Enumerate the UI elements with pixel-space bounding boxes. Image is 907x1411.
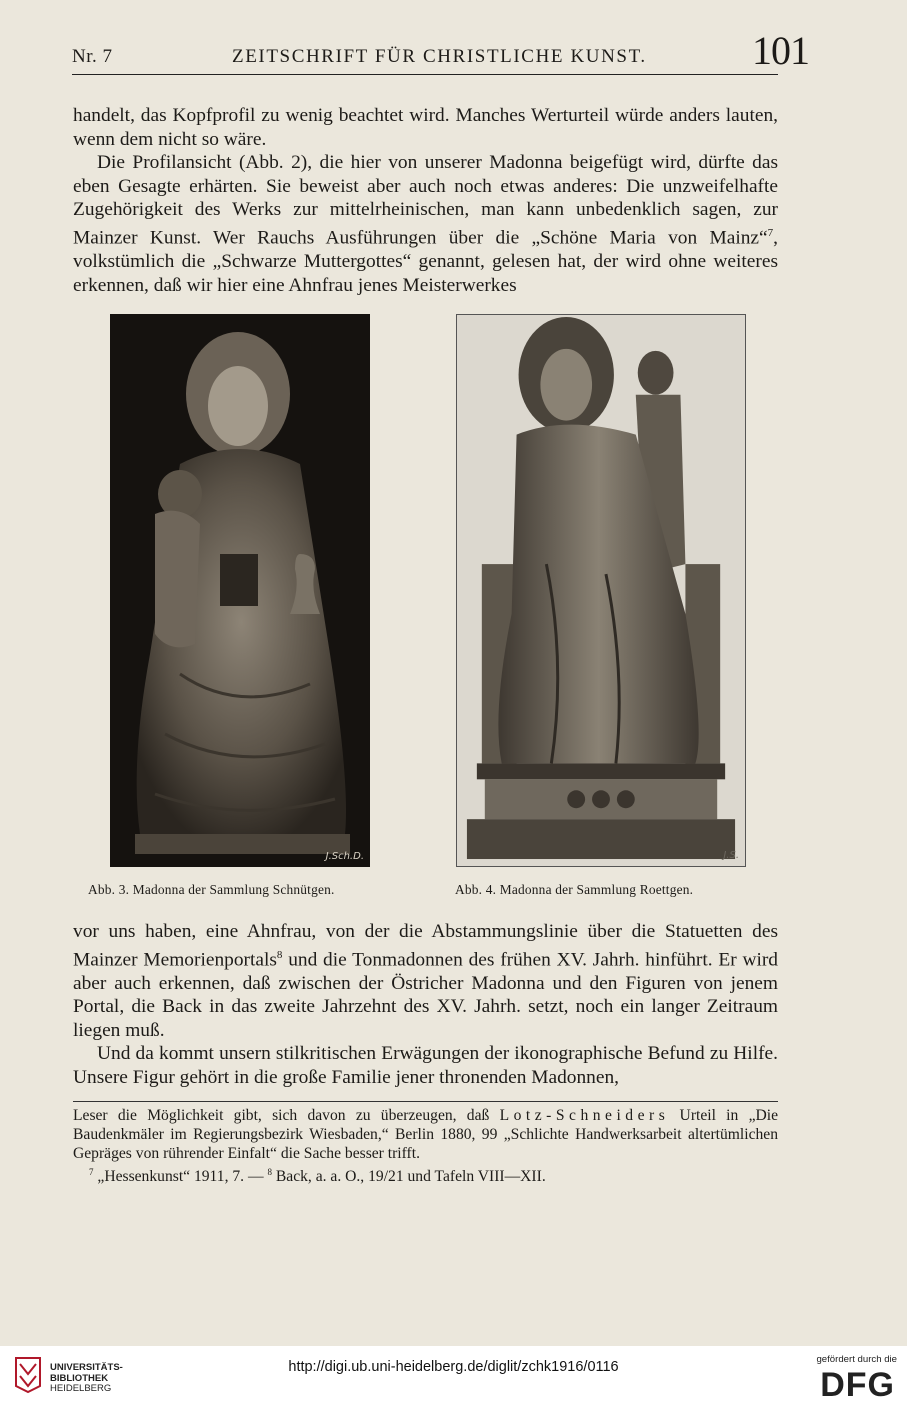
footnote-continuation: [73, 1106, 778, 1163]
journal-title: ZEITSCHRIFT FÜR CHRISTLICHE KUNST.: [232, 46, 647, 67]
footnote-mark: 7: [89, 1167, 94, 1177]
photographer-signature: J.Sch.D.: [325, 851, 364, 862]
footnotes: [73, 1106, 778, 1186]
author-name: Lotz-Schneiders: [499, 1107, 670, 1124]
text-run: Back, a. a. O., 19/21 und Tafeln VIII—XII.: [271, 1168, 546, 1186]
footnote-ref: 7: [767, 226, 774, 239]
text-run: , volkstümlich die „Schwarze Muttergottes“ genannt, gelesen hat, der wird ohne weiteres erkennen, daß wir hier eine Ahnfrau jenes Meisterwerkes: [73, 227, 778, 296]
paragraph: Und da kommt unsern stilkritischen Erwägungen der ikonographische Befund zu Hilfe. Unsere Figur gehört in die große Familie jener thronenden Madonnen,: [73, 1043, 778, 1089]
figure-madonna-roettgen: [456, 314, 746, 867]
figure-caption: Abb. 3. Madonna der Sammlung Schnütgen.: [88, 882, 335, 897]
text-run: und die Tonmadonnen des frühen XV. Jahrh. hinführt. Er wird aber auch erkennen, daß zwischen der Östricher Madonna und den Figuren von jenem Portal, die Back in das zweite Jahrzehnt des XV. Jahrh. setzt, noch ein langer Zeitraum liegen muß.: [73, 949, 778, 1041]
page-number: 101: [752, 28, 809, 73]
text-run: Leser die Möglichkeit gibt, sich davon zu überzeugen, daß: [73, 1107, 500, 1124]
issue-number: Nr. 7: [72, 46, 113, 67]
footnote-ref: 8: [276, 948, 283, 961]
running-header: [72, 28, 809, 73]
paragraph: [73, 920, 778, 1042]
body-text-top: [73, 104, 778, 297]
source-url-link[interactable]: http://digi.ub.uni-heidelberg.de/diglit/zchk1916/0116: [288, 1359, 619, 1375]
footnote: [73, 1163, 778, 1186]
funded-by-label: gefördert durch die: [816, 1354, 897, 1365]
library-name-line: BIBLIOTHEK: [50, 1372, 109, 1384]
text-run: Urteil in „Die Baudenkmäler im Regierungsbezirk Wiesbaden,“ Berlin 1880, 99 „Schlichte Handwerksarbeit altertümlichen Gepräges von rührender Einfalt“ die Sache besser trifft.: [73, 1107, 779, 1162]
text-run: vor uns haben, eine Ahnfrau, von der die Abstammungslinie über die Statuetten des Mainzer Memorienportals: [73, 921, 778, 971]
text-run: „Hessenkunst“ 1911, 7. —: [93, 1168, 268, 1186]
body-text-bottom: [73, 920, 778, 1090]
dfg-logo: DFG: [820, 1366, 895, 1404]
figure-madonna-schnuetgen: [110, 314, 370, 867]
viewer-footer: [0, 1346, 907, 1411]
paragraph: [73, 151, 778, 297]
footnote-rule: [73, 1101, 778, 1102]
photographer-signature: J.S.: [723, 850, 739, 861]
madonna-roettgen-illustration: [457, 315, 745, 866]
library-name-line: UNIVERSITÄTS-: [50, 1362, 123, 1373]
footnote-mark: 8: [267, 1167, 272, 1177]
library-name-line: HEIDELBERG: [50, 1383, 112, 1394]
figure-caption: Abb. 4. Madonna der Sammlung Roettgen.: [455, 882, 694, 897]
text-run: Die Profilansicht (Abb. 2), die hier von unserer Madonna beigefügt wird, dürfte das eben Gesagte erhärten. Sie beweist aber auch noch etwas anderes: Die unzweifelhafte Zugehörigkeit des Werks zur mittelrheinischen, man kann unbedenklich sagen, zur Mainzer Kunst. Wer Rauchs Ausführungen über die „Schöne Maria von Mainz“: [73, 152, 778, 249]
paragraph: handelt, das Kopfprofil zu wenig beachtet wird. Manches Werturteil würde anders lauten, wenn dem nicht so wäre.: [73, 105, 778, 150]
header-rule: [72, 74, 778, 75]
madonna-schnuetgen-illustration: [110, 314, 370, 867]
